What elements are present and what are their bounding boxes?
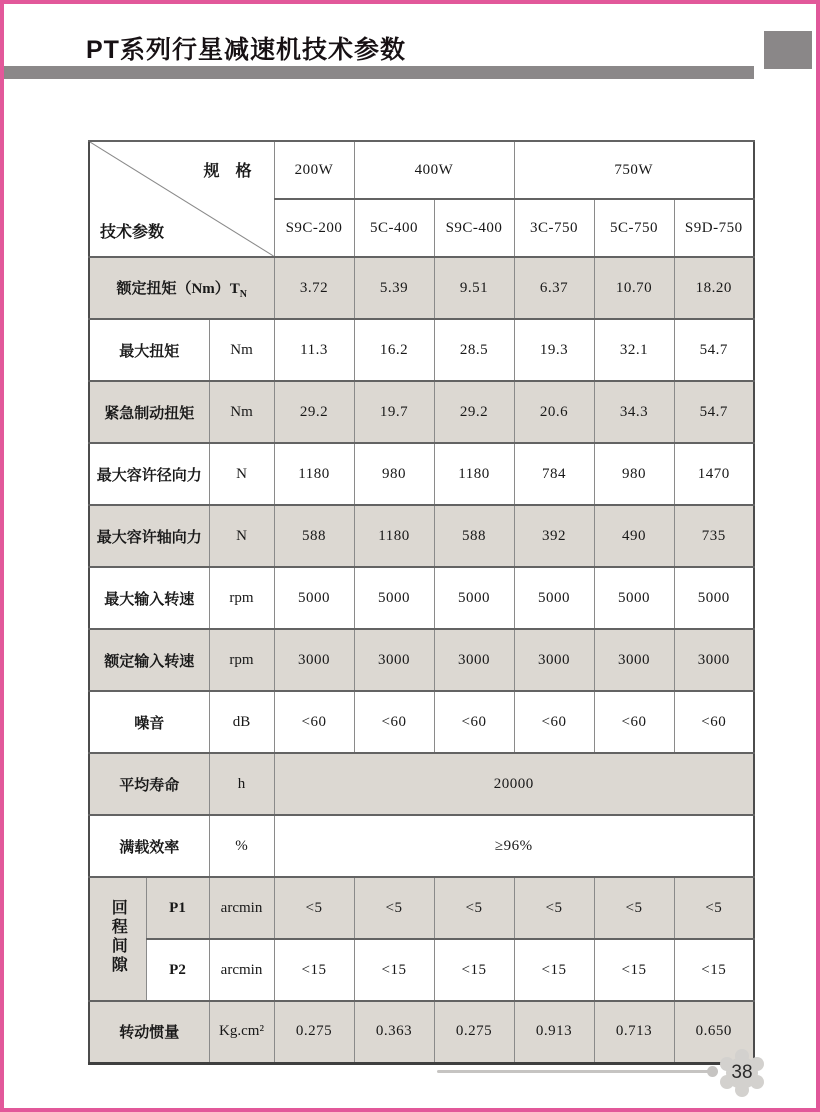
value-cell: 0.650: [674, 1001, 754, 1063]
value-cell: 5.39: [354, 257, 434, 319]
value-cell: <15: [594, 939, 674, 1001]
power-group-200w: 200W: [274, 141, 354, 199]
model-cell: 5C-400: [354, 199, 434, 257]
table-row-rated-torque: [89, 257, 754, 319]
value-cell: 29.2: [434, 381, 514, 443]
corner-diagonal-cell: [89, 141, 274, 257]
value-cell: <15: [274, 939, 354, 1001]
table-row-brake-torque: [89, 381, 754, 443]
row-label: 额定输入转速: [89, 629, 209, 691]
corner-label-spec: 规 格: [203, 163, 252, 180]
value-cell: <60: [434, 691, 514, 753]
row-label: 最大扭矩: [89, 319, 209, 381]
page-title: PT系列行星减速机技术参数: [86, 36, 406, 64]
row-label: 最大输入转速: [89, 567, 209, 629]
value-cell: 5000: [514, 567, 594, 629]
value-cell: 19.7: [354, 381, 434, 443]
row-label: 最大容许轴向力: [89, 505, 209, 567]
row-label: 满载效率: [89, 815, 209, 877]
value-cell: 784: [514, 443, 594, 505]
table-row-axial-force: [89, 505, 754, 567]
table-row-efficiency: [89, 815, 754, 877]
value-cell: 34.3: [594, 381, 674, 443]
footer-rule-line: [437, 1070, 709, 1073]
table-row-max-torque: [89, 319, 754, 381]
merged-value-cell: 20000: [274, 753, 754, 815]
value-cell: <15: [674, 939, 754, 1001]
table-row-rated-input-speed: [89, 629, 754, 691]
value-cell: 5000: [674, 567, 754, 629]
unit-cell: Nm: [209, 319, 274, 381]
value-cell: <5: [434, 877, 514, 939]
table-row-backlash-p1: [89, 877, 754, 939]
value-cell: 490: [594, 505, 674, 567]
model-cell: 5C-750: [594, 199, 674, 257]
value-cell: 0.275: [274, 1001, 354, 1063]
page-number: 38: [731, 1062, 753, 1083]
value-cell: <5: [514, 877, 594, 939]
header-row-power: [89, 141, 754, 199]
value-cell: 18.20: [674, 257, 754, 319]
value-cell: <60: [514, 691, 594, 753]
value-cell: 1180: [354, 505, 434, 567]
value-cell: 1470: [674, 443, 754, 505]
unit-cell: rpm: [209, 567, 274, 629]
backlash-group-label: [89, 877, 146, 1001]
corner-label-parameters: 技术参数: [100, 224, 165, 241]
row-label: 平均寿命: [89, 753, 209, 815]
value-cell: 588: [434, 505, 514, 567]
unit-cell: arcmin: [209, 877, 274, 939]
value-cell: 16.2: [354, 319, 434, 381]
table-row-radial-force: [89, 443, 754, 505]
value-cell: 11.3: [274, 319, 354, 381]
value-cell: 9.51: [434, 257, 514, 319]
row-label: P1: [146, 877, 209, 939]
value-cell: 735: [674, 505, 754, 567]
value-cell: <60: [594, 691, 674, 753]
row-label: P2: [146, 939, 209, 1001]
unit-cell: dB: [209, 691, 274, 753]
value-cell: <15: [434, 939, 514, 1001]
power-group-750w: 750W: [514, 141, 754, 199]
value-cell: 980: [354, 443, 434, 505]
value-cell: 588: [274, 505, 354, 567]
value-cell: 3000: [594, 629, 674, 691]
value-cell: <5: [354, 877, 434, 939]
unit-cell: N: [209, 505, 274, 567]
unit-cell: arcmin: [209, 939, 274, 1001]
unit-cell: N: [209, 443, 274, 505]
value-cell: 19.3: [514, 319, 594, 381]
unit-cell: h: [209, 753, 274, 815]
header-corner-square: [764, 31, 812, 69]
value-cell: 3000: [674, 629, 754, 691]
table-row-max-input-speed: [89, 567, 754, 629]
model-cell: S9C-400: [434, 199, 514, 257]
model-cell: S9D-750: [674, 199, 754, 257]
value-cell: 0.275: [434, 1001, 514, 1063]
value-cell: 3000: [274, 629, 354, 691]
value-cell: 1180: [434, 443, 514, 505]
value-cell: 20.6: [514, 381, 594, 443]
value-cell: 5000: [274, 567, 354, 629]
row-label: 最大容许径向力: [89, 443, 209, 505]
value-cell: <15: [354, 939, 434, 1001]
spec-table: [88, 140, 755, 1065]
backlash-group-text: 回程间隙: [109, 898, 127, 975]
model-cell: S9C-200: [274, 199, 354, 257]
merged-value-cell: ≥96%: [274, 815, 754, 877]
value-cell: 980: [594, 443, 674, 505]
value-cell: 3000: [354, 629, 434, 691]
table-row-inertia: [89, 1001, 754, 1063]
value-cell: 5000: [594, 567, 674, 629]
value-cell: 28.5: [434, 319, 514, 381]
value-cell: <15: [514, 939, 594, 1001]
value-cell: 0.913: [514, 1001, 594, 1063]
unit-cell: rpm: [209, 629, 274, 691]
value-cell: <60: [274, 691, 354, 753]
value-cell: 10.70: [594, 257, 674, 319]
value-cell: <5: [274, 877, 354, 939]
table-row-noise: [89, 691, 754, 753]
value-cell: 3000: [434, 629, 514, 691]
row-label: 噪音: [89, 691, 209, 753]
value-cell: 0.363: [354, 1001, 434, 1063]
row-label: 紧急制动扭矩: [89, 381, 209, 443]
row-label: [89, 257, 274, 319]
unit-cell: Nm: [209, 381, 274, 443]
value-cell: 1180: [274, 443, 354, 505]
value-cell: 392: [514, 505, 594, 567]
row-label: 转动惯量: [89, 1001, 209, 1063]
unit-cell: %: [209, 815, 274, 877]
value-cell: <5: [674, 877, 754, 939]
table-row-backlash-p2: [89, 939, 754, 1001]
value-cell: <60: [354, 691, 434, 753]
model-cell: 3C-750: [514, 199, 594, 257]
value-cell: 6.37: [514, 257, 594, 319]
title-underline-bar: [4, 66, 754, 79]
value-cell: 3.72: [274, 257, 354, 319]
value-cell: 5000: [354, 567, 434, 629]
value-cell: 54.7: [674, 319, 754, 381]
value-cell: 32.1: [594, 319, 674, 381]
unit-cell: Kg.cm²: [209, 1001, 274, 1063]
power-group-400w: 400W: [354, 141, 514, 199]
table-row-average-life: [89, 753, 754, 815]
value-cell: 5000: [434, 567, 514, 629]
value-cell: 3000: [514, 629, 594, 691]
value-cell: 29.2: [274, 381, 354, 443]
value-cell: 54.7: [674, 381, 754, 443]
row-label-subscript: N: [239, 288, 248, 300]
row-label-text: 额定扭矩（Nm）T: [116, 280, 240, 297]
value-cell: 0.713: [594, 1001, 674, 1063]
value-cell: <5: [594, 877, 674, 939]
value-cell: <60: [674, 691, 754, 753]
